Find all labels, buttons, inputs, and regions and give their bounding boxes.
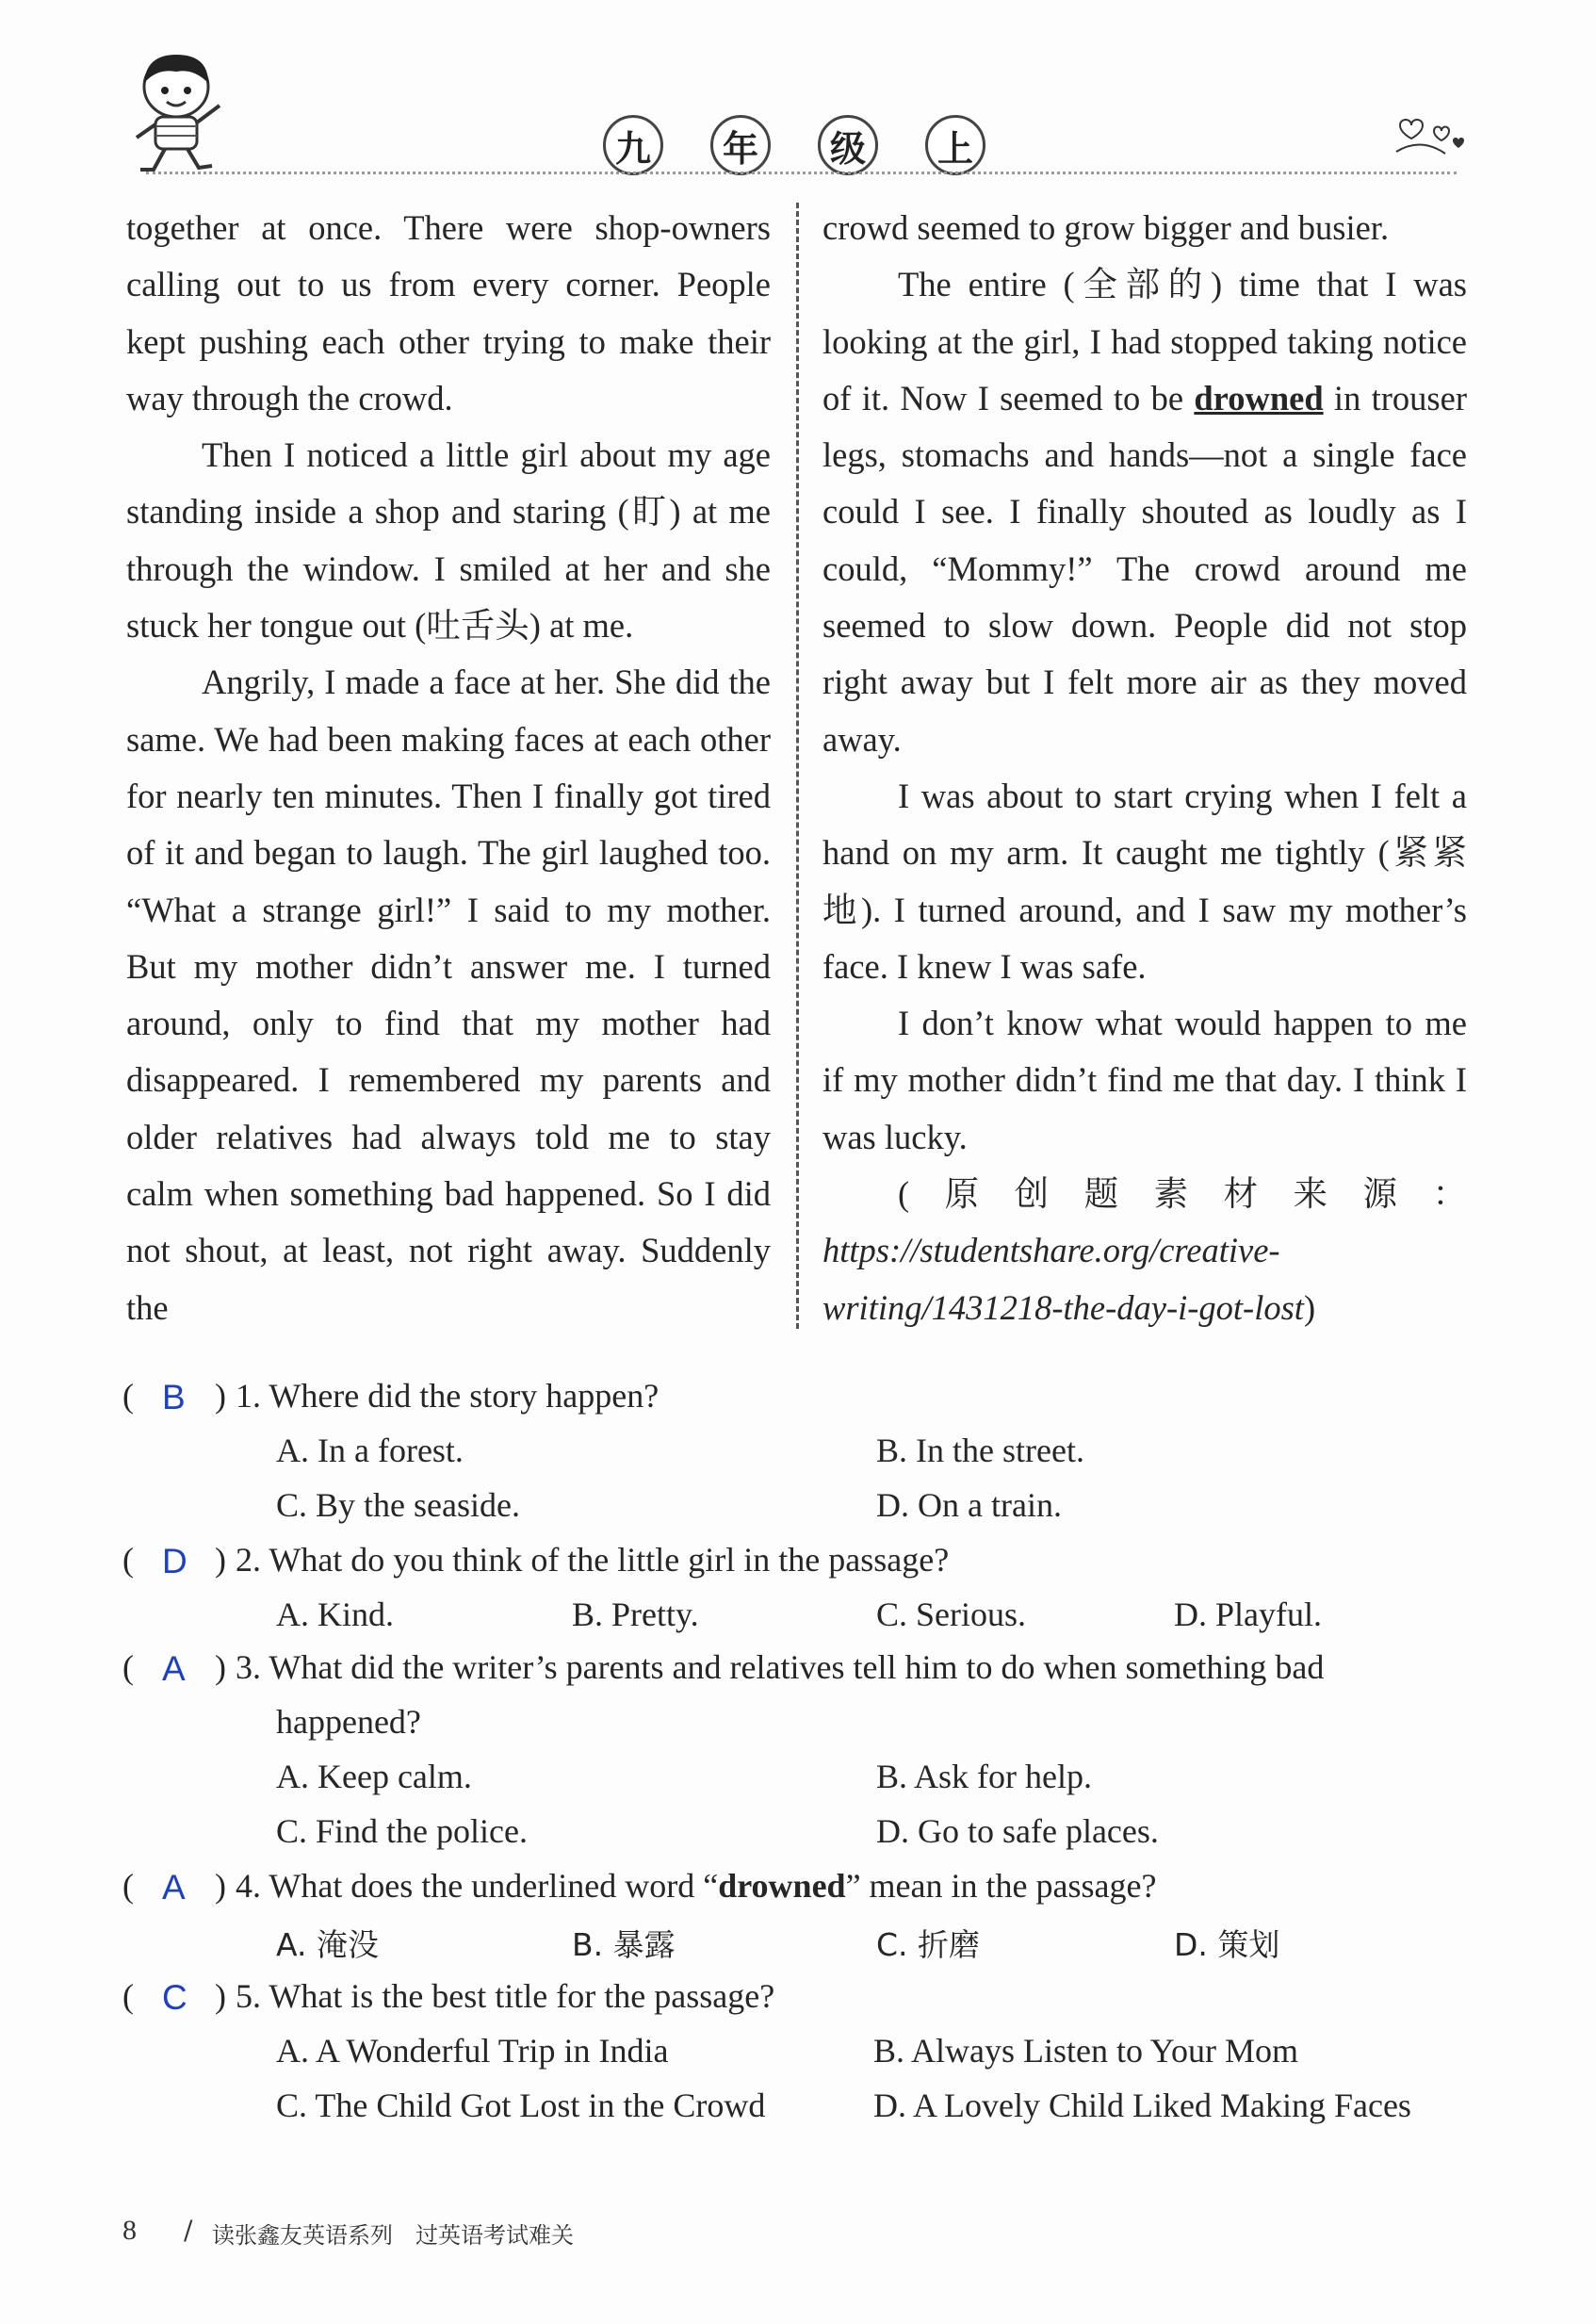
question-text: 5. What is the best title for the passage? bbox=[236, 1977, 775, 2015]
option-a: A. Kind. bbox=[276, 1596, 394, 1633]
header-rule bbox=[146, 172, 1457, 174]
option-a: A. In a forest. bbox=[276, 1432, 464, 1469]
page-footer bbox=[122, 2215, 574, 2249]
question-text-part: ” mean in the passage? bbox=[845, 1867, 1157, 1905]
page-number: 8 bbox=[122, 2215, 137, 2246]
answer-mark: B bbox=[162, 1378, 186, 1416]
passage-paragraph: I was about to start crying when I felt a hand on my arm. It caught me tightly (紧紧地). I turned around, and I saw my mother’s face. I knew I was safe. bbox=[822, 776, 1467, 986]
question-text-continued: happened? bbox=[276, 1703, 421, 1741]
answer-paren-right: ) bbox=[215, 1541, 226, 1579]
option-a: A. 淹没 bbox=[276, 1926, 379, 1963]
passage-paragraph: crowd seemed to grow bigger and busier. bbox=[822, 208, 1390, 247]
source-url: https://studentshare.org/creative-writing/1431218-the-day-i-got-lost bbox=[822, 1231, 1304, 1327]
passage-left-column bbox=[126, 200, 771, 1336]
footer-separator: / bbox=[184, 2215, 193, 2246]
answer-paren-left: ( bbox=[122, 1377, 134, 1415]
hearts-icon bbox=[1392, 108, 1468, 165]
boy-mascot-icon bbox=[118, 47, 240, 174]
answer-paren-right: ) bbox=[215, 1648, 226, 1686]
column-divider bbox=[796, 203, 799, 1329]
question-text: 1. Where did the story happen? bbox=[236, 1377, 660, 1415]
series-title: 读张鑫友英语系列 过英语考试难关 bbox=[212, 2222, 574, 2249]
question-text-part: 4. What does the underlined word “ bbox=[236, 1867, 719, 1905]
option-b: B. In the street. bbox=[876, 1432, 1084, 1469]
answer-paren-left: ( bbox=[122, 1648, 134, 1686]
grade-heading-char: 级 bbox=[818, 115, 878, 175]
option-a: A. A Wonderful Trip in India bbox=[276, 2032, 669, 2070]
grade-heading-char: 年 bbox=[710, 115, 771, 175]
option-d: D. Playful. bbox=[1174, 1596, 1322, 1633]
option-c: C. 折磨 bbox=[876, 1926, 981, 1963]
answer-mark: D bbox=[162, 1542, 187, 1580]
question-bold-word: drowned bbox=[718, 1867, 846, 1905]
option-a: A. Keep calm. bbox=[276, 1758, 472, 1795]
passage-paragraph: I don’t know what would happen to me if my mother didn’t find me that day. I think I was lucky. bbox=[822, 1004, 1467, 1156]
option-c: C. Serious. bbox=[876, 1596, 1027, 1633]
option-d: D. On a train. bbox=[876, 1486, 1062, 1524]
option-c: C. The Child Got Lost in the Crowd bbox=[276, 2087, 766, 2124]
option-d: D. 策划 bbox=[1174, 1926, 1280, 1963]
passage-right-column bbox=[822, 200, 1467, 1336]
option-d: D. A Lovely Child Liked Making Faces bbox=[873, 2087, 1411, 2124]
answer-mark: A bbox=[162, 1868, 186, 1907]
answer-paren-left: ( bbox=[122, 1867, 134, 1905]
answer-mark: A bbox=[162, 1649, 186, 1688]
answer-paren-left: ( bbox=[122, 1541, 134, 1579]
answer-mark: C bbox=[162, 1978, 187, 2017]
passage-paragraph bbox=[822, 256, 1467, 768]
answer-paren-right: ) bbox=[215, 1977, 226, 2015]
passage-paragraph: together at once. There were shop-owners calling out to us from every corner. People kept pushing each other trying to make their way through the crowd. bbox=[126, 208, 771, 417]
option-b: B. 暴露 bbox=[572, 1926, 676, 1963]
option-d: D. Go to safe places. bbox=[876, 1812, 1159, 1850]
answer-paren-left: ( bbox=[122, 1977, 134, 2015]
passage-paragraph: Then I noticed a little girl about my age standing inside a shop and staring (盯) at me through the window. I smiled at her and she stuck her tongue out (吐舌头) at me. bbox=[126, 435, 771, 646]
source-note bbox=[822, 1166, 1467, 1336]
answer-paren-right: ) bbox=[215, 1377, 226, 1415]
grade-heading bbox=[603, 115, 985, 175]
grade-heading-char: 九 bbox=[603, 115, 663, 175]
option-c: C. Find the police. bbox=[276, 1812, 528, 1850]
grade-heading-char: 上 bbox=[925, 115, 985, 175]
source-prefix: (原创题素材来源： bbox=[898, 1174, 1467, 1214]
option-c: C. By the seaside. bbox=[276, 1486, 520, 1524]
option-b: B. Ask for help. bbox=[876, 1758, 1092, 1795]
passage-paragraph: Angrily, I made a face at her. She did the same. We had been making faces at each other for nearly ten minutes. Then I finally got tired of it and began to laugh. The girl laughed too. “What a strange girl!” I said to my mother. But my mother didn’t answer me. I turned around, only to find that my mother had disappeared. I remembered my parents and older relatives had always told me to stay calm when something bad happened. So I did not shout, at least, not right away. Suddenly the bbox=[126, 663, 771, 1327]
question-text: 2. What do you think of the little girl in the passage? bbox=[236, 1541, 950, 1579]
question-text bbox=[236, 1866, 1156, 1906]
underlined-word-drowned: drowned bbox=[1194, 378, 1324, 417]
passage-text: in trouser legs, stomachs and hands—not a single face could I see. I finally shouted as loudly as I could, “Mommy!” The crowd around me seemed to slow down. People did not stop right away but I felt more air as they moved away. bbox=[822, 378, 1467, 759]
option-b: B. Always Listen to Your Mom bbox=[873, 2032, 1299, 2070]
answer-paren-right: ) bbox=[215, 1867, 226, 1905]
source-suffix: ) bbox=[1303, 1287, 1316, 1327]
question-text: 3. What did the writer’s parents and relatives tell him to do when something bad bbox=[236, 1648, 1325, 1686]
passage-text: The entire (全部的) time that I was looking at the girl, I had stopped taking notice of it. Now I seemed to be bbox=[822, 265, 1467, 417]
option-b: B. Pretty. bbox=[572, 1596, 699, 1633]
